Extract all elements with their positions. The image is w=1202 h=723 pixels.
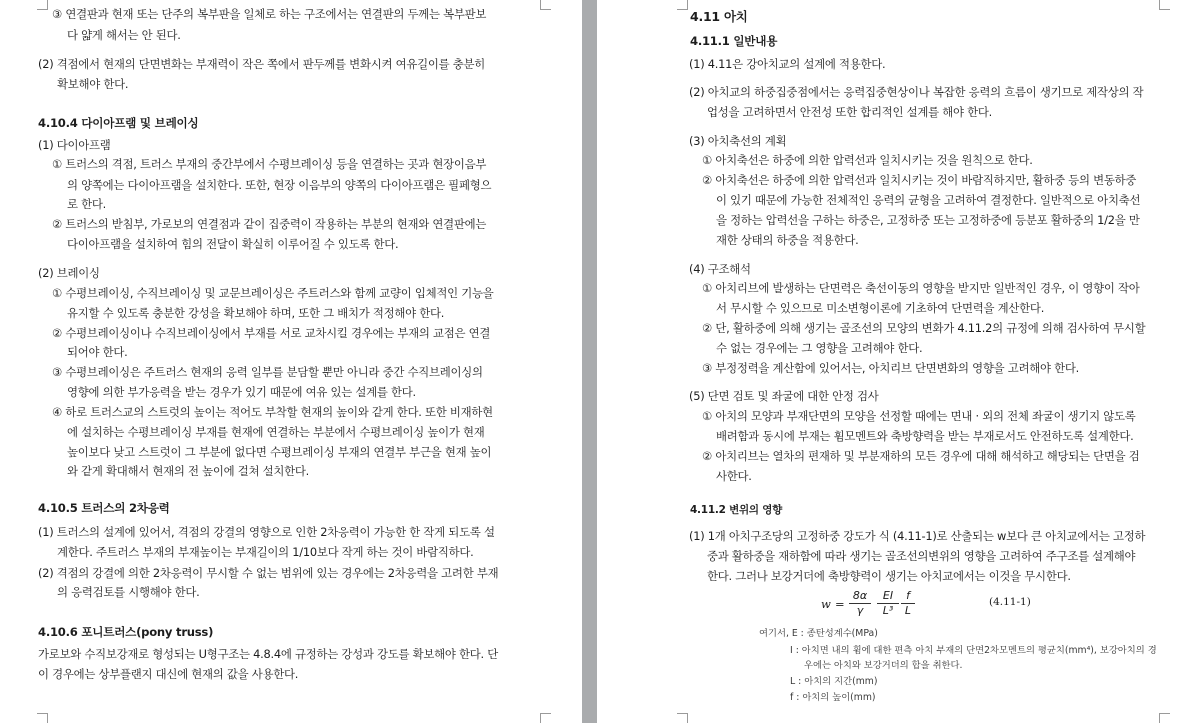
text-line: (1) 트러스의 설계에 있어서, 격점의 강결의 영향으로 인한 2차응력이 가능한 한 작게 되도록 설	[38, 525, 495, 539]
text-line: ① 아치리브에 발생하는 단면력은 축선이동의 영향을 받지만 일반적인 경우, 이 영향이 작아	[702, 281, 1140, 295]
crop-mark-bottom-right	[1159, 713, 1170, 723]
text-line: 을 정하는 압력선을 구하는 하중은, 고정하중 또는 고정하중에 등분포 활하중의 1/2을 만	[716, 213, 1140, 227]
text-line: (5) 단면 검토 및 좌굴에 대한 안정 검사	[689, 389, 879, 403]
text-line: ② 트러스의 받침부, 가로보의 연결점과 같이 집중력이 작용하는 부분의 현재와 연결판에는	[52, 217, 487, 231]
left-document-page	[0, 0, 582, 723]
section-heading: 4.10.6 포니트러스(pony truss)	[38, 625, 214, 639]
text-line: ④ 하로 트러스교의 스트럿의 높이는 적어도 부착할 현재의 높이와 같게 한다. 또한 비재하현	[52, 405, 493, 419]
text-line: 에 설치하는 수평브레이싱 부재를 현재에 연결하는 부분에서 수평브레이싱 높이가 현재	[67, 425, 485, 439]
equation-fraction	[901, 590, 915, 617]
variable-definition: 우에는 아치와 보강거더의 합을 취한다.	[804, 660, 963, 671]
text-line: 서 무시할 수 있으므로 미소변형이론에 기초하여 단면력을 계산한다.	[716, 301, 1045, 315]
text-line: ③ 연결판과 현재 또는 단주의 복부판을 일체로 하는 구조에서는 연결판의 두께는 복부판보	[52, 7, 487, 21]
text-line: (4) 구조해석	[689, 262, 751, 276]
text-line: 영향에 의한 부가응력을 받는 경우가 있기 때문에 여유 있는 설계를 한다.	[67, 385, 416, 399]
variable-definition: I : 아치면 내의 휨에 대한 편측 아치 부재의 단면2차모멘트의 평균치(mm⁴), 보강아치의 경	[790, 645, 1157, 656]
text-line: ② 수평브레이싱이나 수직브레이싱에서 부재를 서로 교차시킬 경우에는 부재의 교점은 연결	[52, 326, 491, 340]
crop-mark-bottom-right	[540, 713, 551, 723]
section-heading: 4.10.5 트러스의 2차응력	[38, 501, 170, 515]
text-line: ③ 수평브레이싱은 주트러스 현재의 응력 일부를 분담할 뿐만 아니라 중간 수직브레이싱의	[52, 365, 483, 379]
text-line: 계한다. 주트러스 부재의 부재높이는 부재길이의 1/10보다 작게 하는 것이 바람직하다.	[57, 545, 474, 559]
text-line: 재한 상태의 하중을 적용한다.	[716, 233, 859, 247]
text-line: 배려함과 동시에 부재는 휨모멘트와 축방향력을 받는 부재로서도 안전하도록 설계한다.	[716, 429, 1134, 443]
chapter-heading: 4.11 아치	[690, 9, 748, 24]
text-line: 이 경우에는 상부플랜지 대신에 현재의 값을 사용한다.	[38, 667, 299, 681]
text-line: 다 얇게 해서는 안 된다.	[67, 28, 181, 42]
fraction-denominator: γ	[856, 604, 864, 617]
crop-mark-bottom-left	[677, 713, 688, 723]
crop-mark-top-left	[37, 0, 48, 10]
text-line: 높이보다 낮고 스트럿이 그 부분에 없다면 수평브레이싱 부재의 연결부 부근을 현재 높이	[67, 445, 492, 459]
fraction-numerator: EI	[882, 589, 894, 602]
equation-fraction	[877, 590, 899, 617]
crop-mark-bottom-left	[37, 713, 48, 723]
equation-equals: =	[835, 597, 845, 611]
equation-number: (4.11-1)	[989, 596, 1031, 608]
section-heading: 4.11.2 변위의 영향	[690, 504, 782, 516]
text-line: ② 단, 활하중에 의해 생기는 골조선의 모양의 변화가 4.11.2의 규정에 의해 검사하여 무시할	[702, 321, 1146, 335]
text-line: 수 없는 경우에는 그 영향을 고려해야 한다.	[716, 341, 923, 355]
text-line: 의 양쪽에는 다이아프램을 설치한다. 또한, 현장 이음부의 양쪽의 다이아프램은 필페형으	[67, 178, 492, 192]
text-line: 되어야 한다.	[67, 345, 128, 359]
text-line: 다이아프램을 설치하여 힘의 전달이 확실히 이루어질 수 있도록 한다.	[67, 237, 399, 251]
text-line: 확보해야 한다.	[57, 77, 129, 91]
fraction-numerator: 8α	[852, 589, 868, 602]
text-line: (1) 4.11은 강아치교의 설계에 적용한다.	[689, 57, 886, 71]
variable-definition: 여기서, E : 종탄성계수(MPa)	[759, 628, 878, 639]
variable-definition: f : 아치의 높이(mm)	[790, 692, 876, 703]
text-line: 와 같게 확대해서 현재의 전 높이에 걸쳐 설치한다.	[67, 464, 310, 478]
variable-definition: L : 아치의 지간(mm)	[790, 676, 878, 687]
text-line: (1) 1개 아치구조당의 고정하중 강도가 식 (4.11-1)로 산출되는 w보다 큰 아치교에서는 고정하	[689, 529, 1146, 543]
crop-mark-top-right	[540, 0, 551, 10]
text-line: 업성을 고려하면서 안전성 또한 합리적인 설계를 해야 한다.	[707, 105, 993, 119]
text-line: 유지할 수 있도록 충분한 강성을 확보해야 하며, 또한 그 배치가 적정해야 한다.	[67, 306, 445, 320]
text-line: (1) 다이아프램	[38, 138, 111, 152]
text-line: 로 한다.	[67, 197, 107, 211]
text-line: ③ 부정정력을 계산함에 있어서는, 아치리브 단면변화의 영향을 고려해야 한다.	[702, 361, 1080, 375]
section-heading: 4.11.1 일반내용	[690, 34, 778, 48]
text-line: (2) 격점에서 현재의 단면변화는 부재력이 작은 쪽에서 판두께를 변화시켜 여유길이를 충분히	[38, 57, 485, 71]
text-line: 중과 활하중을 재하함에 따라 생기는 골조선의변위의 영향을 고려하여 주구조를 설계해야	[707, 549, 1136, 563]
fraction-denominator: L	[904, 604, 912, 617]
text-line: 한다. 그러나 보강거더에 축방향력이 생기는 아치교에서는 이것을 무시한다.	[707, 569, 1071, 583]
right-document-page	[597, 0, 1202, 723]
fraction-numerator: f	[906, 589, 910, 602]
equation-fraction	[849, 590, 871, 617]
text-line: 사한다.	[716, 469, 752, 483]
text-line: 가로보와 수직보강재로 형성되는 U형구조는 4.8.4에 규정하는 강성과 강도를 확보해야 한다. 단	[38, 647, 499, 661]
fraction-denominator: L³	[882, 604, 894, 617]
text-line: ① 수평브레이싱, 수직브레이싱 및 교문브레이싱은 주트러스와 함께 교량이 입체적인 기능을	[52, 286, 494, 300]
text-line: (3) 아치축선의 계획	[689, 134, 787, 148]
crop-mark-top-left	[677, 0, 688, 10]
section-heading: 4.10.4 다이아프램 및 브레이싱	[38, 116, 199, 130]
text-line: ① 트러스의 격점, 트러스 부재의 중간부에서 수평브레이싱 등을 연결하는 곳과 현장이음부	[52, 157, 487, 171]
text-line: (2) 아치교의 하중집중점에서는 응력집중현상이나 복잡한 응력의 흐름이 생기므로 제작상의 작	[689, 85, 1144, 99]
equation-lhs: w	[821, 597, 831, 611]
text-line: 이 있기 때문에 가능한 전체적인 응력의 균형을 고려하여 결정한다. 일반적으로 아치축선	[716, 193, 1141, 207]
text-line: ② 아치축선은 하중에 의한 압력선과 일치시키는 것이 바람직하지만, 활하중 등의 변동하중	[702, 173, 1137, 187]
text-line: (2) 격점의 강결에 의한 2차응력이 무시할 수 없는 범위에 있는 경우에는 2차응력을 고려한 부재	[38, 566, 499, 580]
text-line: (2) 브레이싱	[38, 266, 100, 280]
text-line: 의 응력검토를 시행해야 한다.	[57, 585, 200, 599]
text-line: ① 아치축선은 하중에 의한 압력선과 일치시키는 것을 원칙으로 한다.	[702, 153, 1033, 167]
text-line: ① 아치의 모양과 부재단면의 모양을 선정할 때에는 면내 · 외의 전체 좌굴이 생기지 않도록	[702, 409, 1136, 423]
crop-mark-top-right	[1159, 0, 1170, 10]
text-line: ② 아치리브는 열차의 편재하 및 부분재하의 모든 경우에 대해 해석하고 해당되는 단면을 검	[702, 449, 1140, 463]
